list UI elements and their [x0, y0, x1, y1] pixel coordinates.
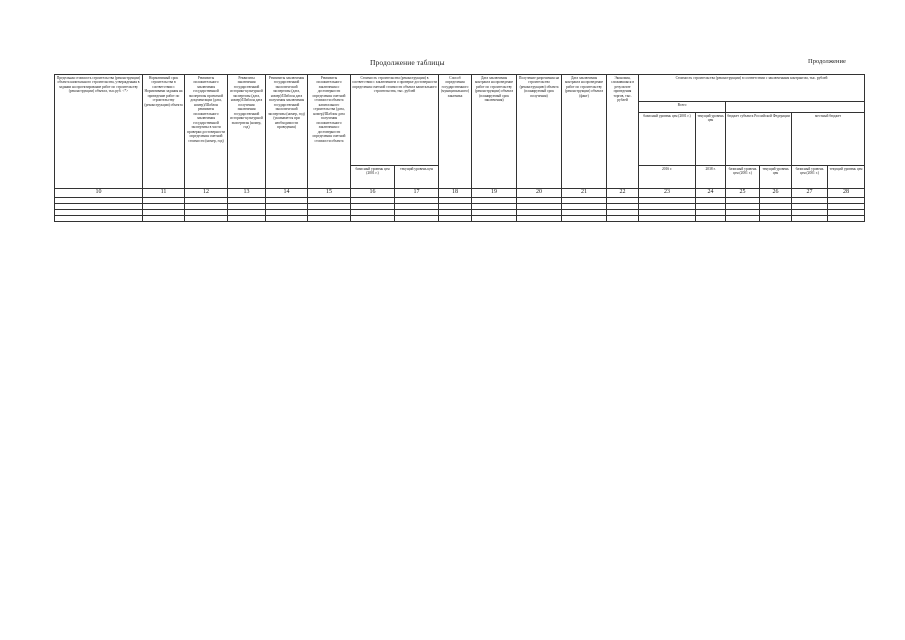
header-cell-28: текущий уровень цен: [828, 166, 865, 189]
column-number: 28: [828, 189, 865, 198]
header-cell-21: Дата заключения контракта на проведение работ по строительству (реконструкции) объекта (факт): [562, 75, 607, 189]
column-number: 27: [792, 189, 828, 198]
header-cell-13: Реквизиты заключения государственной историко-культурной экспертизы (дата, номер)/Шаблон дата получения заключения государственной историко-культурной экспертизы (номер, год): [228, 75, 266, 189]
column-number: 14: [266, 189, 308, 198]
column-number: 17: [395, 189, 439, 198]
column-number: 12: [185, 189, 228, 198]
column-number: 22: [607, 189, 639, 198]
project-table: [54, 74, 865, 222]
header-cell-25: базисный уровень цен (2001 г.): [726, 166, 760, 189]
header-row: [55, 75, 865, 102]
column-number: 26: [760, 189, 792, 198]
header-group-regional-budget: бюджет субъекта Российской Федерации: [726, 113, 792, 166]
header-group-total: Всего: [639, 102, 726, 113]
column-number: 21: [562, 189, 607, 198]
header-cell-20: Получение разрешения на строительство (реконструкцию) объекта (планируемый срок получения): [517, 75, 562, 189]
header-group-16-17: Стоимость строительства (реконструкции) в соответствии с заключением о проверке достоверности определения сметной стоимости объекта капитального строительства, тыс. рублей: [351, 75, 439, 166]
header-cell-24: 2038 г.: [696, 166, 726, 189]
header-cell-12: Реквизиты положительного заключения государственной экспертизы проектной документации (дата, номер)/Шаблон реквизиты положительного заключения государственной экспертизы в части проверки достоверности определения сметной стоимости (номер, год): [185, 75, 228, 189]
table-row: [55, 215, 865, 221]
header-cell-17: текущий уровень цен: [395, 166, 439, 189]
column-numbers-row: [55, 189, 865, 198]
header-cell-27: базисный уровень цен (2001 г.): [792, 166, 828, 189]
header-cell-23: 2016 г.: [639, 166, 696, 189]
header-total-base: базисный уровень цен (2001 г.): [639, 113, 696, 166]
column-number: 13: [228, 189, 266, 198]
header-cell-26: текущий уровень цен: [760, 166, 792, 189]
table-continuation-title: Продолжение таблицы: [370, 58, 445, 67]
column-number: 23: [639, 189, 696, 198]
header-cell-19: Дата заключения контракта на проведение работ по строительству (реконструкции) объекта (планируемый срок заключения): [472, 75, 517, 189]
header-cell-16: базисный уровень цен (2001 г.): [351, 166, 395, 189]
column-number: 18: [439, 189, 472, 198]
column-number: 11: [143, 189, 185, 198]
header-group-23-28: Стоимость строительства (реконструкции) в соответствии с заключенным контрактом, тыс. рублей: [639, 75, 865, 102]
header-cell-18: Способ определения государственного (муниципального) заказчика: [439, 75, 472, 189]
column-number: 20: [517, 189, 562, 198]
column-number: 19: [472, 189, 517, 198]
column-number: 15: [308, 189, 351, 198]
header-cell-14: Реквизиты заключения государственной экологической экспертизы (дата, номер)/Шаблон дата получения заключения государственной экологической экспертизы (номер, год) (указывается при необходимости проведения): [266, 75, 308, 189]
continuation-label: Продолжение: [808, 58, 846, 65]
header-group-local-budget: местный бюджет: [792, 113, 865, 166]
column-number: 25: [726, 189, 760, 198]
column-number: 16: [351, 189, 395, 198]
column-number: 24: [696, 189, 726, 198]
header-total-current: текущий уровень цен: [696, 113, 726, 166]
column-number: 10: [55, 189, 143, 198]
header-group-empty: [726, 102, 865, 113]
header-cell-11: Нормативный срок строительства в соответствии с Нормативами задания на проведение работ по строительству (реконструкции) объекта: [143, 75, 185, 189]
header-cell-15: Реквизиты положительного заключения о достоверности определения сметной стоимости объекта капитального строительства (дата, номер)/Шаблон дата получения положительного заключения о достоверности определения сметной стоимости объекта: [308, 75, 351, 189]
header-cell-22: Экономия, сложившаяся в результате проведения торгов, тыс. рублей: [607, 75, 639, 189]
header-cell-10: Предельная стоимость строительства (реконструкции) объекта капитального строительства, утвержденная в задании на проектирование работ по строительству (реконструкции) объекта, тыс.руб. <*>: [55, 75, 143, 189]
